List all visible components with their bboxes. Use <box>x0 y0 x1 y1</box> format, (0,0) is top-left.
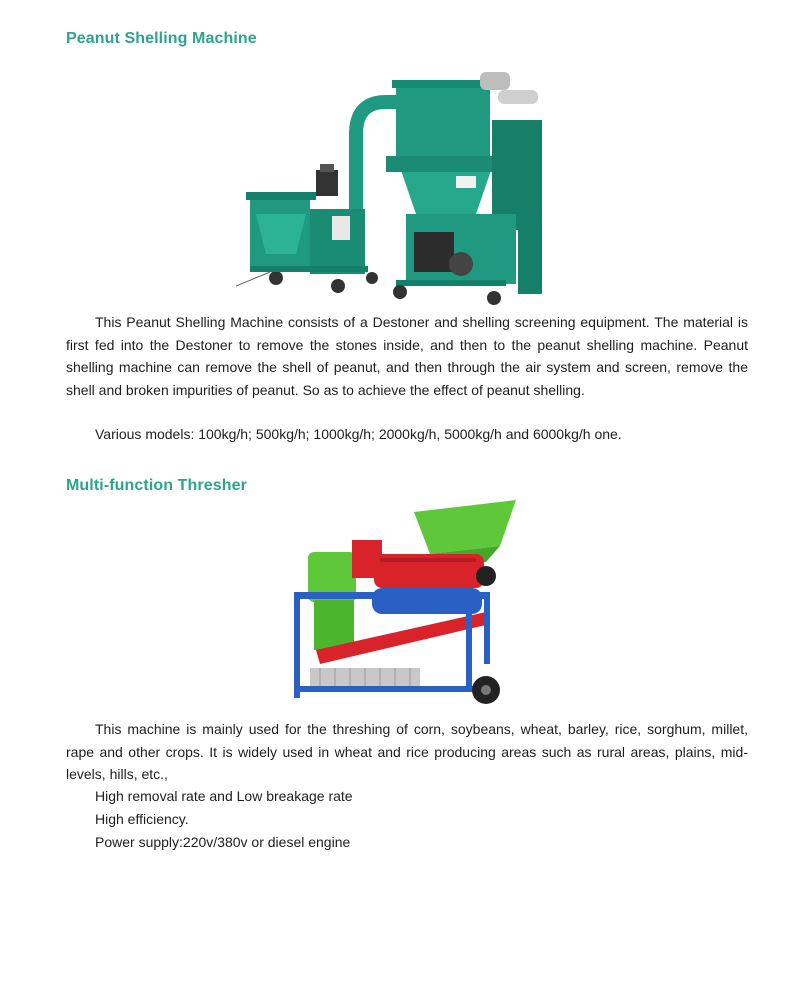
sheller-unit <box>386 72 542 305</box>
thresher-description: This machine is mainly used for the threshing of corn, soybeans, wheat, barley, rice, sorghum, millet, rape and other crops. It is widely used in wheat and rice producing areas such as rural areas, plains, mid-levels, hills, etc., <box>66 721 748 782</box>
peanut-shelling-machine-image <box>236 64 556 308</box>
thresher-title: Multi-function Thresher <box>66 477 247 494</box>
thresher-image <box>290 500 516 706</box>
thresher-feature-item: Power supply:220v/380v or diesel engine <box>95 834 351 850</box>
thresher-feature-item: High efficiency. <box>95 811 189 827</box>
peanut-shelling-title: Peanut Shelling Machine <box>66 30 257 47</box>
peanut-shelling-description: This Peanut Shelling Machine consists of a Destoner and shelling screening equipment. The material is first fed into the Destoner to remove the stones inside, and then to the peanut shelling machine. Peanut shelling machine can remove the shell of peanut, and then through the air system and screen, remove the shell and broken impurities of peanut. So as to achieve the effect of peanut shelling. <box>66 314 748 398</box>
peanut-shelling-models: Various models: 100kg/h; 500kg/h; 1000kg/h; 2000kg/h, 5000kg/h and 6000kg/h one. <box>95 426 622 442</box>
thresher-feature-item: High removal rate and Low breakage rate <box>95 788 353 804</box>
